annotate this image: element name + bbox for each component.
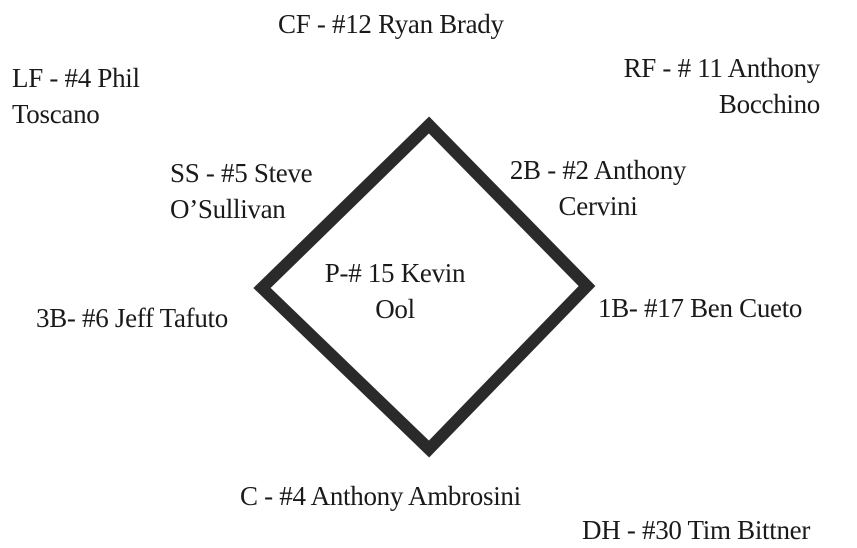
right-field-label: [575, 50, 820, 122]
designated-hitter-label: [582, 512, 810, 548]
third-base-label: [36, 300, 228, 336]
second-base-text-line1: 2B - #2 Anthony: [509, 155, 687, 185]
pitcher-label: [300, 255, 490, 327]
third-base-text: 3B- #6 Jeff Tafuto: [36, 303, 228, 333]
catcher-text: C - #4 Anthony Ambrosini: [240, 481, 521, 511]
center-field-label: [278, 6, 504, 42]
second-base-text-line2: Cervini: [558, 191, 638, 221]
pitcher-text-line2: Ool: [375, 294, 415, 324]
first-base-label: [598, 290, 802, 326]
second-base-label: [478, 152, 718, 224]
pitcher-text-line1: P-# 15 Kevin: [324, 258, 466, 288]
shortstop-label: [170, 155, 312, 227]
center-field-text: CF - #12 Ryan Brady: [278, 9, 504, 39]
designated-hitter-text: DH - #30 Tim Bittner: [582, 515, 811, 545]
right-field-text-line1: RF - # 11 Anthony: [623, 53, 820, 83]
right-field-text-line2: Bocchino: [718, 89, 820, 119]
left-field-label: [12, 60, 140, 132]
shortstop-text-line2: O’Sullivan: [170, 194, 286, 224]
shortstop-text-line1: SS - #5 Steve: [170, 158, 313, 188]
catcher-label: [240, 478, 521, 514]
first-base-text: 1B- #17 Ben Cueto: [598, 293, 803, 323]
left-field-text-line2: Toscano: [12, 99, 100, 129]
left-field-text-line1: LF - #4 Phil: [12, 63, 140, 93]
